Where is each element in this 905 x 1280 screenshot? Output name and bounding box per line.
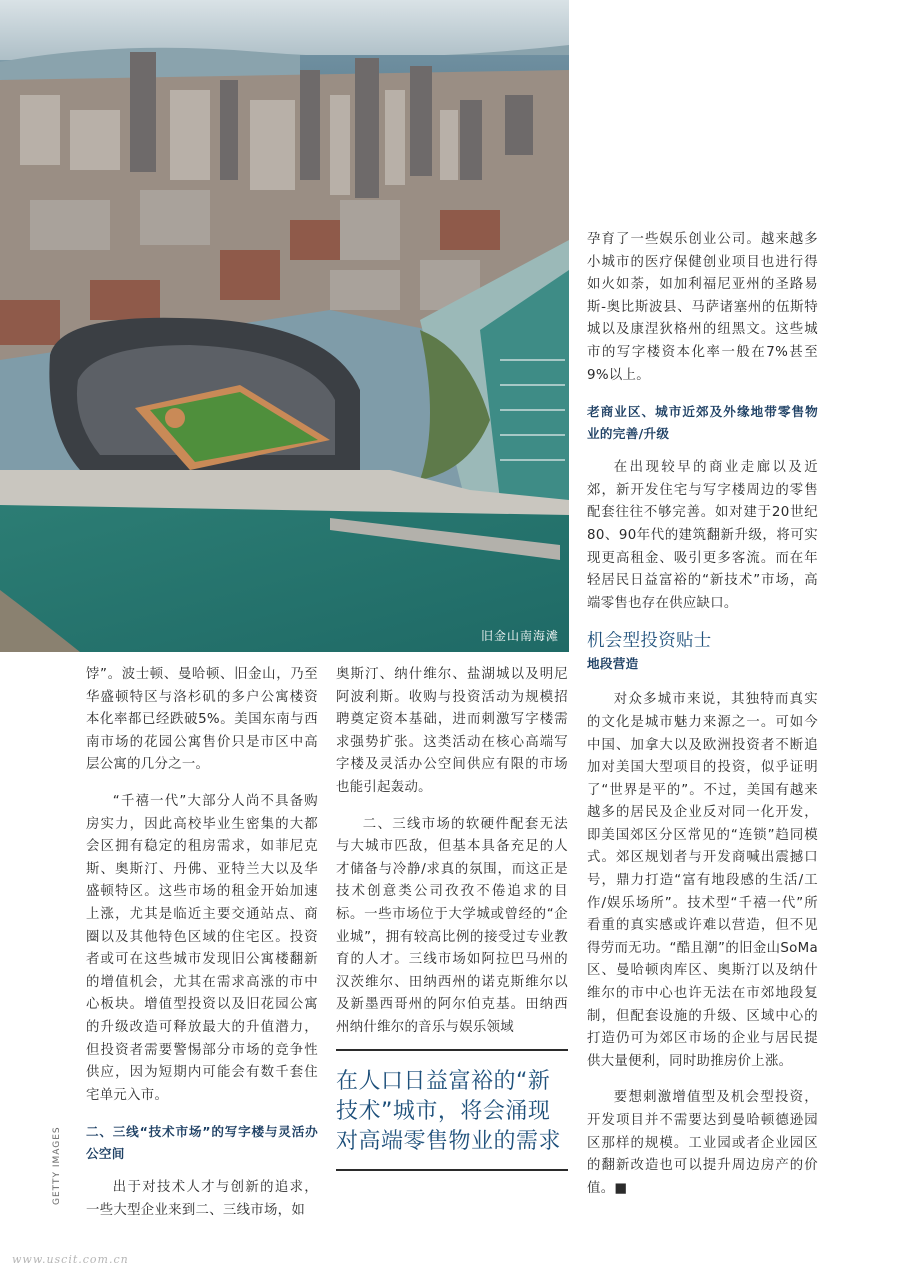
photo-caption: 旧金山南海滩 bbox=[480, 629, 559, 643]
paragraph: “千禧一代”大部分人尚不具备购房实力，因此高校毕业生密集的大都会区拥有稳定的租房需求，如菲尼克斯、奥斯汀、丹佛、亚特兰大以及华盛顿特区。这些市场的租金开始加速上涨，尤其是临近主要交通站点、商圈以及其他特色区域的住宅区。投资者或可在这些城市发现旧公寓楼翻新的增值机会，尤其在需求高涨的市中心板块。增值型投资以及旧花园公寓的升级改造可释放最大的升值潜力，但投资者需要警惕部分市场的竞争性供应，因为短期内可能会有数千套住宅单元入市。 bbox=[86, 793, 318, 1103]
section-title: 机会型投资贴士 bbox=[587, 631, 712, 652]
subheading: 老商业区、城市近郊及外缘地带零售物业的完善/升级 bbox=[587, 404, 818, 442]
watermark: www.uscit.com.cn bbox=[12, 1253, 129, 1266]
article-column-2 bbox=[336, 664, 568, 1054]
pull-quote: 在人口日益富裕的“新技术”城市，将会涌现对高端零售物业的需求 bbox=[336, 1049, 568, 1171]
paragraph: 在出现较早的商业走廊以及近郊，新开发住宅与写字楼周边的零售配套往往不够完善。如对建于20世纪80、90年代的建筑翻新升级，将可实现更高租金、吸引更多客流。而在年轻居民日益富裕的“新技术”市场，高端零售也存在供应缺口。 bbox=[587, 460, 818, 611]
paragraph: 孕育了一些娱乐创业公司。越来越多小城市的医疗保健创业项目也进行得如火如荼，如加利福尼亚州的圣路易斯-奥比斯波县、马萨诸塞州的伍斯特城以及康涅狄格州的纽黑文。这些城市的写字楼资本化率一般在7%甚至9%以上。 bbox=[587, 232, 818, 383]
paragraph: 奥斯汀、纳什维尔、盐湖城以及明尼阿波利斯。收购与投资活动为规模招聘奠定资本基础，进而刺激写字楼需求强势扩张。这类活动在核心高端写字楼及灵活办公空间供应有限的市场也能引起轰动。 bbox=[336, 667, 568, 795]
photo-credit-text: GETTY IMAGES bbox=[52, 1126, 62, 1205]
paragraph: 要想刺激增值型及机会型投资，开发项目并不需要达到曼哈顿德逊园区那样的规模。工业园或者企业园区的翻新改造也可以提升周边房产的价值。■ bbox=[587, 1090, 818, 1196]
article-column-1 bbox=[86, 664, 318, 1236]
paragraph: 出于对技术人才与创新的追求，一些大型企业来到二、三线市场，如 bbox=[86, 1180, 318, 1218]
aerial-city-illustration bbox=[0, 0, 569, 652]
subheading: 二、三线“技术市场”的写字楼与灵活办公空间 bbox=[86, 1124, 318, 1162]
article-column-3 bbox=[587, 229, 818, 1214]
paragraph: 对众多城市来说，其独特而真实的文化是城市魅力来源之一。可如今中国、加拿大以及欧洲投资者不断追加对美国大型项目的投资，似乎证明了“世界是平的”。不过，美国有越来越多的居民及企业反对同一化开发，即美国郊区分区常见的“连锁”趋同模式。郊区规划者与开发商喊出震撼口号，鼎力打造“富有地段感的生活/工作/娱乐场所”。技术型“千禧一代”所看重的真实感或许难以营造，但不见得劳而无功。“酷且潮”的旧金山SoMa区、曼哈顿肉库区、奥斯汀以及纳什维尔的市中心也许无法在市郊地段复制，但配套设施的升级、区域中心的打造仍可为郊区市场的企业与居民提供大量便利，同时助推房价上涨。 bbox=[587, 692, 818, 1069]
photo-credit bbox=[52, 1126, 66, 1205]
aerial-photo bbox=[0, 0, 569, 652]
section-subtitle: 地段营造 bbox=[587, 656, 639, 672]
paragraph: 二、三线市场的软硬件配套无法与大城市匹敌，但基本具备充足的人才储备与冷静/求真的氛围，而这正是技术创意类公司孜孜不倦追求的目标。一些市场位于大学城或曾经的“企业城”，拥有较高比例的接受过专业教育的人才。三线市场如阿拉巴马州的汉茨维尔、田纳西州的诺克斯维尔以及新墨西哥州的阿尔伯克基。田纳西州纳什维尔的音乐与娱乐领域 bbox=[336, 816, 568, 1035]
paragraph: 饽”。波士顿、曼哈顿、旧金山，乃至华盛顿特区与洛杉矶的多户公寓楼资本化率都已经跌破5%。美国东南与西南市场的花园公寓售价只是市区中高层公寓的几分之一。 bbox=[86, 667, 318, 773]
